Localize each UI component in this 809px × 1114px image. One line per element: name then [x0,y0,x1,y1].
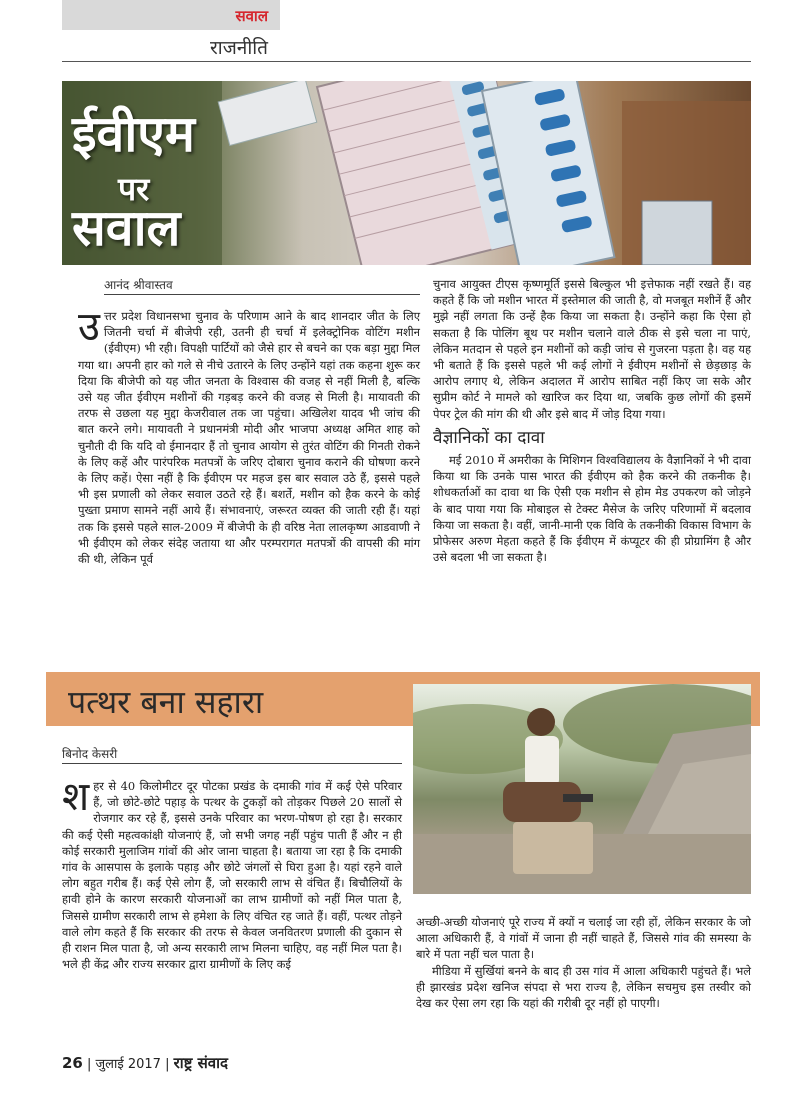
issue-date: जुलाई 2017 [95,1057,161,1072]
hero-title-line1: ईवीएम [72,105,195,163]
article1-paragraph1: त्तर प्रदेश विधानसभा चुनाव के परिणाम आने के बाद शानदार जीत के लिए जितनी चर्चा में बीजेपी रही, उतनी ही चर्चा में इलेक्ट्रोनिक वोटिंग मशीन (ईवीएम) भी रही। विपक्षी पार्टियों को जैसे हार से बचने का एक बड़ा मुद्दा मिल गया था। अपनी हार को गले से नीचे उतारने के लिए उन्होंने यहां तक कहना शुरू कर दिया कि बीजेपी को यह जीत जनता के विश्वास की वजह से नहीं मिली है, बल्कि उसे यह जीत ईवीएम मशीनों की गड़बड़ करने की वजह से मिली है। मायावती की तरफ से उछला यह मुद्दा केजरीवाल तक जा पहुंचा। अखिलेश यादव भी जांच की बात करने लगे। मायावती ने प्रधानमंत्री मोदी और भाजपा अध्यक्ष अमित शाह को चुनौती दी कि यदि वो ईमानदार हैं तो चुनाव आयोग से तुरंत वोटिंग की गिनती रोकने के लिए कहें और पारंपरिक मतपत्रों के जरिए दोबारा चुनाव कराने की घोषणा करने के लिए कहें। ऐसा नहीं है कि ईवीएम पर महज इस बार सवाल उठे हैं, इससे पहले भी इस प्रणाली को लेकर सवाल उठते रहे हैं। बशर्ते, मशीन को हैक करने के कोई पुख्ता प्रमाण सामने नहीं आये हैं। संभावनाएं, जरूरत व्यक्त की जाती रही हैं। यहां तक कि इससे पहले साल-2009 में बीजेपी के ही वरिष्ठ नेता लालकृष्ण आडवाणी ने भी ईवीएम को लेकर संदेह जताया था और परम्परागत मतपत्रों की वापसी की मांग की थी, लेकिन पूर्व [78,309,420,567]
article1-column-left [78,304,420,567]
article1-column-right [433,276,751,565]
article1-paragraph2: चुनाव आयुक्त टीएस कृष्णमूर्ति इससे बिल्कुल भी इत्तेफाक नहीं रखते हैं। वह कहते हैं कि जो मशीन भारत में इस्तेमाल की जाती है, वो मजबूत मशीनें हैं और मुझे नहीं लगता कि उन्हें हैक किया जा सकता है। उन्होंने कहा कि ऐसा हो सकता है कि पोलिंग बूथ पर मशीन चलाने वाले ठीक से इसे चला ना पाएं, लेकिन मतदान से पहले इन मशीनों को कड़ी जांच से गुजरना पड़ता है। वह यह भी बताते हैं कि इससे पहले भी कई लोगों ने ईवीएम मशीनों से छेड़छाड़ के आरोप लगाए थे, लेकिन अदालत में आरोप साबित नहीं किए जा सके और सुप्रीम कोर्ट ने मामले को खारिज कर दिया था, जबकि कुछ लोगों की इसमें पेपर ट्रेल की मांग की थी और इसे बाद में जोड़ दिया गया। [433,277,751,421]
stone-worker-photo [413,684,751,894]
article1-subheading: वैज्ञानिकों का दावा [433,427,545,448]
article2-author: बिनोद केसरी [62,747,118,761]
article2-dropcap: श [62,774,90,820]
article2-paragraph2: अच्छी-अच्छी योजनाएं पूरे राज्य में क्यों न चलाई जा रही हों, लेकिन सरकार के जो आला अधिकारी हैं, वे गांवों में जाना ही नहीं चाहते हैं, जिससे गांव की समस्या के बारे में पता नहीं चल पाता है। [416,915,751,962]
section-label: सवाल [235,7,268,25]
stone-worker-illustration [413,684,751,894]
header-divider [62,61,751,62]
section-tab [62,0,280,30]
article1-author: आनंद श्रीवास्तव [104,278,173,292]
hero-title-line2: पर [118,170,150,208]
article2-column-left [62,774,402,972]
evm-hero-image [62,81,751,265]
article2-paragraph3: मीडिया में सुर्खियां बनने के बाद ही उस गांव में आला अधिकारी पहुंचते हैं। भले ही झारखंड प्रदेश खनिज संपदा से भरा राज्य है, लेकिन सचमुच इस तस्वीर को देख कर ऐसा लग रहा कि यहां की गरीबी दूर नहीं हो पाएगी। [416,963,751,1011]
publication-name: राष्ट्र संवाद [173,1054,228,1072]
article1-byline-rule [104,294,420,295]
article1-dropcap: उ [78,304,100,350]
article1-paragraph3: मई 2010 में अमरीका के मिशिगन विश्वविद्यालय के वैज्ञानिकों ने भी दावा किया था कि उनके पास भारत की ईवीएम को हैक करने की तकनीक है। शोधकर्ताओं का दावा था कि ऐसी एक मशीन से होम मेड उपकरण को जोड़ने के बाद पाया गया कि मोबाइल से टेक्स्ट मैसेज के जरिए परिणामों में बदलाव किया जा सकता है। वहीं, जानी-मानी एक विवि के तकनीकी विकास विभाग के प्रोफेसर अरुण मेहता कहते हैं कि ईवीएम में कंप्यूटर की ही प्रोग्रामिंग है और उसे बदला भी जा सकता है। [433,453,751,565]
section-name: राजनीति [210,37,269,59]
article2-paragraph1: हर से 40 किलोमीटर दूर पोटका प्रखंड के दमाकी गांव में कई ऐसे परिवार हैं, जो छोटे-छोटे पहाड़ के पत्थर के टुकड़ों को तोड़कर पिछले 20 सालों से रोजगार कर रहे हैं, इससे उनके परिवार का भरण-पोषण हो रहा है। सरकार की कई ऐसी महत्वकांक्षी योजनाएं हैं, जो सभी जगह नहीं पहुंच पाती हैं और न ही कोई सरकारी मुलाजिम गांवों की ओर जाना चाहता है। बताया जा रहा है कि दमाकी गांव के आसपास के इलाके पहाड़ और छोटे जंगलों से घिरा हुआ है। यहां रहने वाले लोग बहुत गरीब हैं। कई ऐसे लोग हैं, जो सरकारी लाभ से वंचित हैं। बिचौलियों के हावी होने के कारण सरकारी योजनाओं का लाभ ग्रामीणों को नहीं मिल पाता है, जिससे ग्रामीण सरकारी लाभ से हमेशा के लिए वंचित रह जाते हैं। वहीं, पत्थर तोड़ने वाले लोग कहते हैं कि सरकार की तरफ से केवल जनवितरण प्रणाली की दुकान से ही राशन मिल पाता है, जो अन्य सरकारी लाभ मिलना चाहिए, वह नहीं मिल पता है। भले ही केंद्र और राज्य सरकार द्वारा ग्रामीणों के लिए कई [62,779,402,972]
page-footer: 26 | जुलाई 2017 | राष्ट्र संवाद [62,1054,228,1072]
page-number: 26 [62,1054,83,1072]
hero-title-line3: सवाल [72,199,181,257]
article2-column-right [416,914,751,1011]
article2-title: पत्थर बना सहारा [68,683,264,721]
article2-byline-rule [62,763,402,764]
